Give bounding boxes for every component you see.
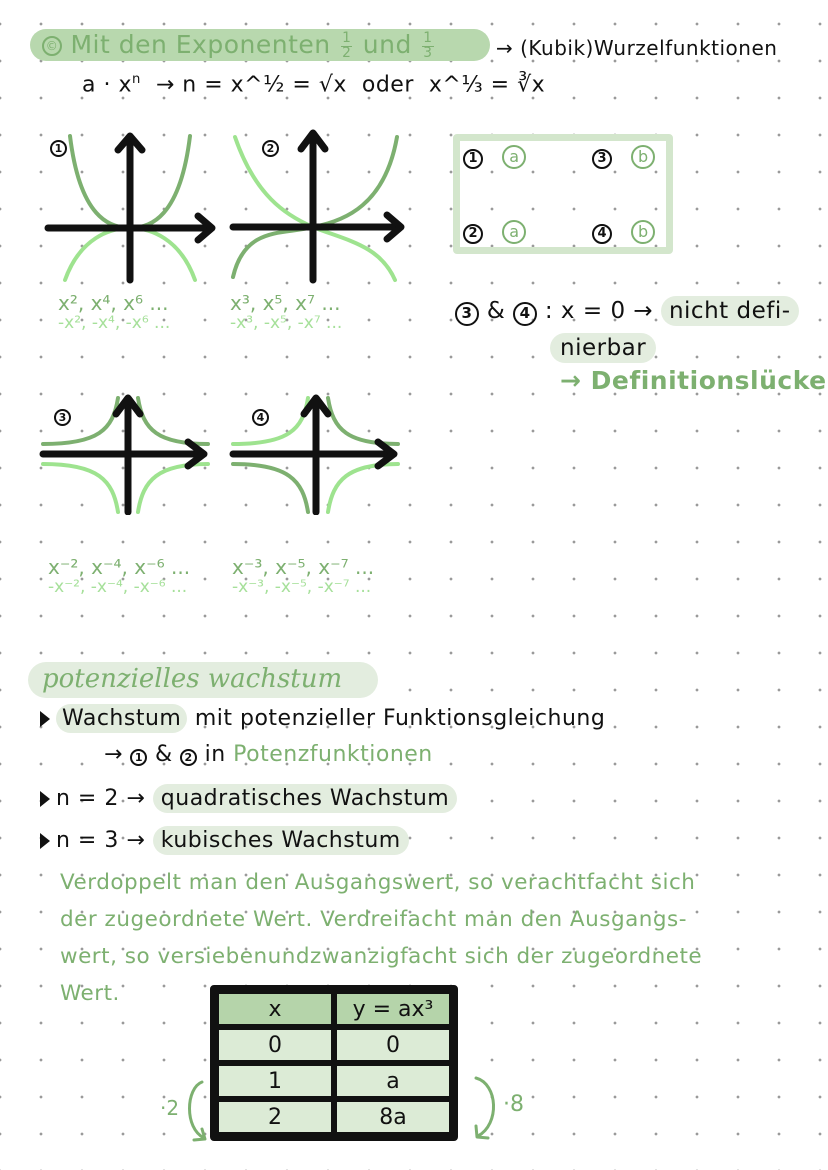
in-word: in [204, 742, 226, 767]
table-header-cell: x [216, 991, 334, 1027]
graph-2-positive-label: x³, x⁵, x⁷ ... [230, 291, 341, 315]
left-multiplier-label: ·2 [160, 1096, 180, 1120]
graph-4-labels [232, 556, 374, 597]
triangle-bullet-icon [40, 833, 50, 849]
triangle-bullet-icon [40, 711, 50, 727]
bullet-1-text: mit potenzieller Funktionsgleichung [194, 706, 606, 731]
title-arrow-result: → (Kubik)Wurzelfunktionen [496, 36, 778, 60]
left-curved-arrow-icon [178, 1078, 212, 1146]
triangle-bullet-icon [40, 791, 50, 807]
table-row [216, 1027, 452, 1063]
table-row [216, 1063, 452, 1099]
graph-3-positive-label: x⁻², x⁻⁴, x⁻⁶ ... [48, 555, 191, 579]
or-word: oder [361, 72, 414, 98]
legend-number: 1 [463, 149, 483, 169]
cbrt-formula: x^⅓ = ∛x [428, 72, 546, 98]
legend-item-4b [592, 220, 655, 244]
table-header-cell: y = ax³ [334, 991, 452, 1027]
amp: & [154, 742, 173, 767]
graph-even-powers [40, 128, 220, 288]
graph-negative-even-powers [38, 390, 213, 515]
right-multiplier-label: ·8 [503, 1092, 524, 1117]
value-table [210, 985, 458, 1141]
fraction-half: $\frac{1}{2}$ [342, 29, 352, 61]
note-condition: : x = 0 → [544, 298, 654, 324]
bullet-2-highlight: quadratisches Wachstum [153, 784, 457, 813]
legend-letter: a [502, 145, 526, 169]
note-number-4: 4 [513, 302, 537, 326]
table-cell: a [334, 1063, 452, 1099]
graph-number-4: 4 [252, 409, 269, 426]
formula-base: a · x [82, 72, 132, 98]
bullet-3-prefix: n = 3 → [56, 828, 146, 853]
bullet-1-highlight: Wachstum [56, 704, 187, 733]
page-title [42, 30, 436, 60]
graph-odd-powers [225, 125, 410, 290]
bullet-1 [40, 706, 605, 731]
bullet-2 [40, 786, 457, 811]
table-cell: 0 [334, 1027, 452, 1063]
fraction-third: $\frac{1}{3}$ [423, 29, 433, 61]
graph-3-negative-label: -x⁻², -x⁻⁴, -x⁻⁶ ... [48, 577, 188, 597]
formula-line [82, 72, 545, 97]
note-result-line1: nicht defi- [661, 296, 799, 326]
definition-note-line1 [455, 298, 799, 326]
note-consequence: → Definitionslücke [560, 366, 827, 395]
formula-exponent: n [131, 72, 141, 87]
graph-number-1: 1 [50, 140, 67, 157]
bullet-3-highlight: kubisches Wachstum [153, 826, 409, 855]
value-table-wrapper [210, 985, 458, 1141]
graph-number-2: 2 [262, 140, 279, 157]
graph-1-negative-label: -x², -x⁴, -x⁶ ... [58, 313, 171, 333]
graph-number-3: 3 [54, 409, 71, 426]
graph-3-labels [48, 556, 190, 597]
paragraph-line: Verdoppelt man den Ausgangswert, so verachtfacht sich [60, 870, 696, 895]
table-cell: 0 [216, 1027, 334, 1063]
legend-item-3b [592, 145, 655, 169]
paragraph-line: der zugeordnete Wert. Verdreifacht man den Ausgangs- [60, 907, 688, 932]
and-word: und [362, 30, 412, 59]
graph-4-positive-label: x⁻³, x⁻⁵, x⁻⁷ ... [232, 555, 375, 579]
graph-1-positive-label: x², x⁴, x⁶ ... [58, 291, 169, 315]
graph-4-negative-label: -x⁻³, -x⁻⁵, -x⁻⁷ ... [232, 577, 372, 597]
table-cell: 1 [216, 1063, 334, 1099]
legend-item-1a [463, 145, 526, 169]
table-cell: 8a [334, 1099, 452, 1135]
sqrt-formula: x^½ = √x [230, 72, 347, 98]
table-cell: 2 [216, 1099, 334, 1135]
title-text: Mit den Exponenten [70, 30, 331, 59]
legend-letter: b [631, 220, 655, 244]
right-curved-arrow-icon [470, 1074, 504, 1146]
graph-2-labels [230, 292, 342, 333]
legend-number: 2 [463, 224, 483, 244]
ref-number-2: 2 [180, 749, 197, 766]
legend-number: 4 [592, 224, 612, 244]
bullet-1-sub [104, 742, 433, 767]
note-result-line2: nierbar [550, 333, 656, 363]
legend-item-2a [463, 220, 526, 244]
table-header-row [216, 991, 452, 1027]
arrow: → [104, 742, 123, 767]
note-number-3: 3 [455, 302, 479, 326]
graph-1-labels [58, 292, 170, 333]
bullet-2-prefix: n = 2 → [56, 786, 146, 811]
legend-letter: b [631, 145, 655, 169]
bullet-1-target: Potenzfunktionen [233, 742, 433, 767]
legend-letter: a [502, 220, 526, 244]
paragraph-line: Wert. [60, 981, 120, 1006]
formula-arrow: → n = [155, 72, 224, 98]
graph-negative-odd-powers [228, 390, 403, 515]
graph-2-negative-label: -x³, -x⁵, -x⁷ ... [230, 313, 343, 333]
table-row [216, 1099, 452, 1135]
note-amp: & [486, 298, 506, 324]
paragraph-line: wert, so versiebenundzwanzigfacht sich der zugeordnete [60, 944, 703, 969]
ref-number-1: 1 [130, 749, 147, 766]
title-marker-c: © [42, 36, 62, 56]
legend-number: 3 [592, 149, 612, 169]
bullet-3 [40, 828, 409, 853]
section-heading: potenzielles wachstum [42, 664, 343, 694]
